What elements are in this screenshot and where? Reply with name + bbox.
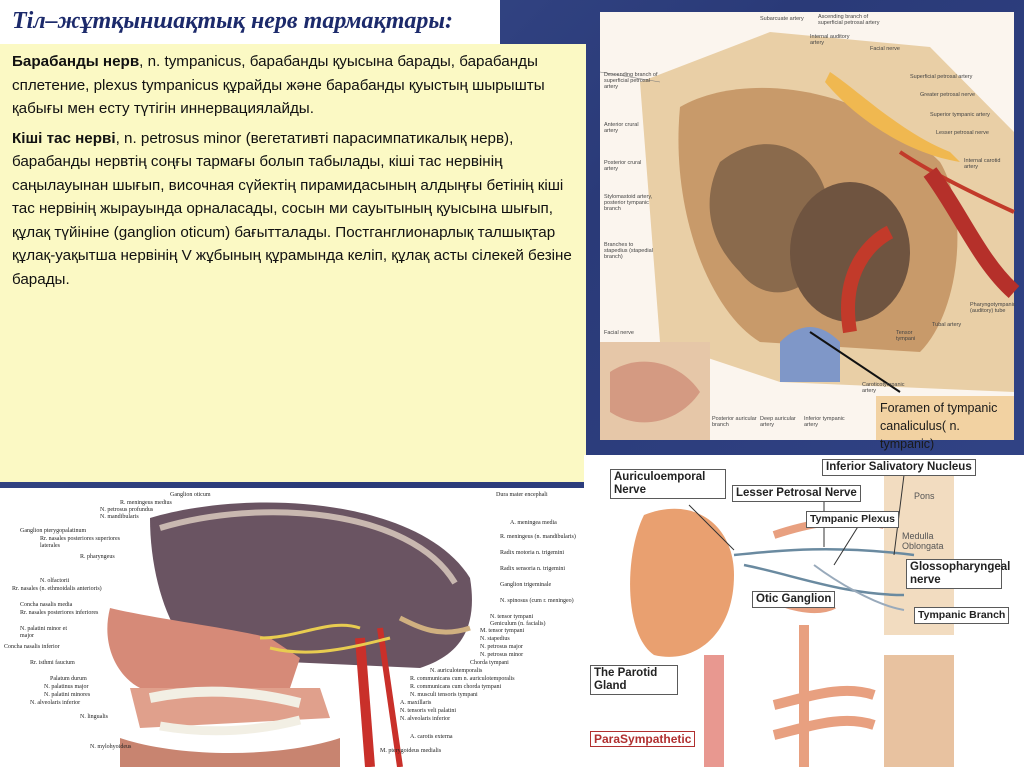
fig1-label: Posterior crural artery bbox=[604, 160, 642, 172]
label-auriculotemporal: Auriculoemporal Nerve bbox=[610, 469, 726, 499]
fig2-label: Ganglion pterygopalatinum bbox=[20, 528, 87, 534]
fig2-label: N. auriculotemporalis bbox=[430, 668, 483, 674]
label-otic-ganglion: Otic Ganglion bbox=[752, 591, 835, 608]
fig1-label: Tensor tympani bbox=[896, 330, 916, 342]
fig2-label: Geniculum (n. facialis) bbox=[490, 621, 546, 627]
fig2-label: R. meningeus (n. mandibularis) bbox=[500, 534, 576, 540]
fig2-label: N. mylohyoideus bbox=[90, 744, 132, 750]
fig2-label: A. meningea media bbox=[510, 520, 557, 526]
fig1-label: Pharyngotympanic (auditory) tube bbox=[970, 302, 1016, 314]
fig1-label: Subarcuate artery bbox=[760, 16, 804, 22]
label-tympanic-branch: Tympanic Branch bbox=[914, 607, 1009, 624]
label-inferior-salivatory: Inferior Salivatory Nucleus bbox=[822, 459, 976, 476]
fig2-label: N. petrosus major bbox=[480, 644, 523, 650]
fig1-label: Caroticotympanic artery bbox=[862, 382, 905, 394]
callout-line-1: Foramen of tympanic bbox=[880, 401, 998, 415]
fig2-label: Radix sensoria n. trigemini bbox=[500, 566, 565, 572]
fig1-label: Stylomastoid artery, posterior tympanic branch bbox=[604, 194, 653, 212]
title-bar bbox=[0, 0, 500, 45]
text-panel bbox=[0, 44, 586, 482]
fig2-label: R. meningeus medius bbox=[120, 500, 172, 506]
fig2-label: Rr. nasales posteriores superiores laterales bbox=[40, 536, 120, 549]
fig1-label: Branches to stapedius (stapedial branch) bbox=[604, 242, 653, 260]
foramen-callout bbox=[876, 396, 1014, 451]
fig2-label: Concha nasalis inferior bbox=[4, 644, 60, 650]
paragraph-tympanic-nerve bbox=[12, 50, 574, 121]
fig2-label: N. olfactorii bbox=[40, 578, 70, 584]
label-medulla: Medulla Oblongata bbox=[902, 531, 944, 551]
fig1-label: Facial nerve bbox=[870, 46, 900, 52]
paragraph-tympanic-text: , n. tympanicus, барабанды қуысына барады, барабанды сплетение, plexus tympanicus құрайды және барабанды қуыстың шырышты қабығы мен есту түтігін иннервациялайды. bbox=[12, 53, 545, 117]
fig2-label: R. communicans cum chorda tympani bbox=[410, 684, 502, 690]
term-lesser-petrosal: Кіші тас нерві bbox=[12, 129, 116, 147]
fig2-label: Dura mater encephali bbox=[496, 492, 548, 498]
fig1-label: Internal auditory artery bbox=[810, 34, 850, 46]
fig2-label: Rr. nasales posteriores inferiores bbox=[20, 610, 99, 616]
fig2-label: N. stapedius bbox=[480, 636, 510, 642]
fig2-label: Ganglion oticum bbox=[170, 492, 211, 498]
label-lesser-petrosal: Lesser Petrosal Nerve bbox=[732, 485, 861, 502]
slide-title: Тіл–жұтқыншақтық нерв тармақтары: bbox=[12, 8, 454, 34]
fig1-label: Inferior tympanic artery bbox=[804, 416, 845, 428]
label-parotid-gland: The Parotid Gland bbox=[590, 665, 678, 695]
fig1-label: Internal carotid artery bbox=[964, 158, 1001, 170]
term-tympanic-nerve: Барабанды нерв bbox=[12, 53, 140, 70]
label-glossopharyngeal: Glossopharyngeal nerve bbox=[906, 559, 1002, 589]
fig2-label: N. tensor tympani bbox=[490, 614, 534, 620]
fig2-label: Rr. isthmi faucium bbox=[30, 660, 75, 666]
fig1-label: Superior tympanic artery bbox=[930, 112, 990, 118]
fig2-label: N. palatinus major bbox=[44, 684, 89, 690]
fig2-label: N. lingualis bbox=[80, 714, 108, 720]
fig2-label: R. communicans cum n. auriculotemporalis bbox=[410, 676, 515, 682]
figure-temporal-bone bbox=[600, 12, 1016, 451]
paragraph-lesser-petrosal-text: , n. petrosus minor (вегетативті парасимпатикалық нерв), барабанды нервтің соңғы тармағы болып табылады, кіші тас нервінің саңылауынан шығып, височная сүйектің пирамидасының алдыңғы бетінің кіші тас нервінің жырауында орналасады, сосын ми сауытының қуысына шығып, құлақ түйініне (ganglion oticum) бағытталады. Постганглионарлық талшықтар құлақ-уақытша нервінің V жұбының құрамында келіп, құлақ асты сілекей безіне барады. bbox=[12, 129, 572, 288]
fig1-label: Deep auricular artery bbox=[760, 416, 796, 428]
fig2-label: Palatum durum bbox=[50, 676, 87, 682]
fig2-label: A. maxillaris bbox=[400, 700, 432, 706]
fig2-label: N. alveolaris inferior bbox=[30, 700, 81, 706]
fig1-label: Facial nerve bbox=[604, 330, 634, 336]
fig2-label: N. petrosus profundus bbox=[100, 507, 154, 513]
fig2-label: N. palatini minores bbox=[44, 692, 91, 698]
figure-head-section bbox=[0, 488, 584, 767]
callout-line-2: canaliculus( n. tympanic) bbox=[880, 419, 960, 451]
figure-parasympathetic-pathway bbox=[584, 455, 1024, 767]
fig2-label: N. alveolaris inferior bbox=[400, 716, 451, 722]
fig1-label: Descending branch of superficial petrosal artery bbox=[604, 72, 658, 90]
fig1-label: Greater petrosal nerve bbox=[920, 92, 976, 98]
fig1-label: Posterior auricular branch bbox=[712, 416, 757, 428]
fig1-label: Tubal artery bbox=[932, 322, 962, 328]
fig2-label: Rr. nasales (n. ethmoidalis anterioris) bbox=[12, 586, 102, 592]
label-pons: Pons bbox=[914, 491, 935, 501]
label-parasympathetic: ParaSympathetic bbox=[590, 731, 695, 747]
label-tympanic-plexus: Tympanic Plexus bbox=[806, 511, 899, 528]
paragraph-lesser-petrosal bbox=[12, 127, 574, 292]
fig2-label: N. palatini minor et major bbox=[20, 626, 67, 639]
fig2-label: Ganglion trigeminale bbox=[500, 582, 552, 588]
fig1-label: Ascending branch of superficial petrosal artery bbox=[818, 14, 880, 26]
fig2-label: A. carotis externa bbox=[410, 734, 453, 740]
fig1-label: Anterior crural artery bbox=[604, 122, 639, 134]
fig2-label: Radix motoria n. trigemini bbox=[500, 550, 564, 556]
fig1-label: Lesser petrosal nerve bbox=[936, 130, 989, 136]
fig2-label: N. tensoris veli palatini bbox=[400, 708, 456, 714]
fig2-label: N. mandibularis bbox=[100, 514, 139, 520]
fig2-label: M. pterygoideus medialis bbox=[380, 748, 442, 754]
fig2-label: N. spinosus (cum r. meningeo) bbox=[500, 598, 574, 604]
fig2-label: N. musculi tensoris tympani bbox=[410, 692, 478, 698]
fig2-label: Concha nasalis media bbox=[20, 602, 73, 608]
fig2-label: M. tensor tympani bbox=[480, 628, 525, 634]
fig2-label: Chorda tympani bbox=[470, 660, 509, 666]
fig2-label: N. petrosus minor bbox=[480, 652, 524, 658]
fig1-label: Superficial petrosal artery bbox=[910, 74, 973, 80]
fig2-label: R. pharyngeus bbox=[80, 554, 115, 560]
